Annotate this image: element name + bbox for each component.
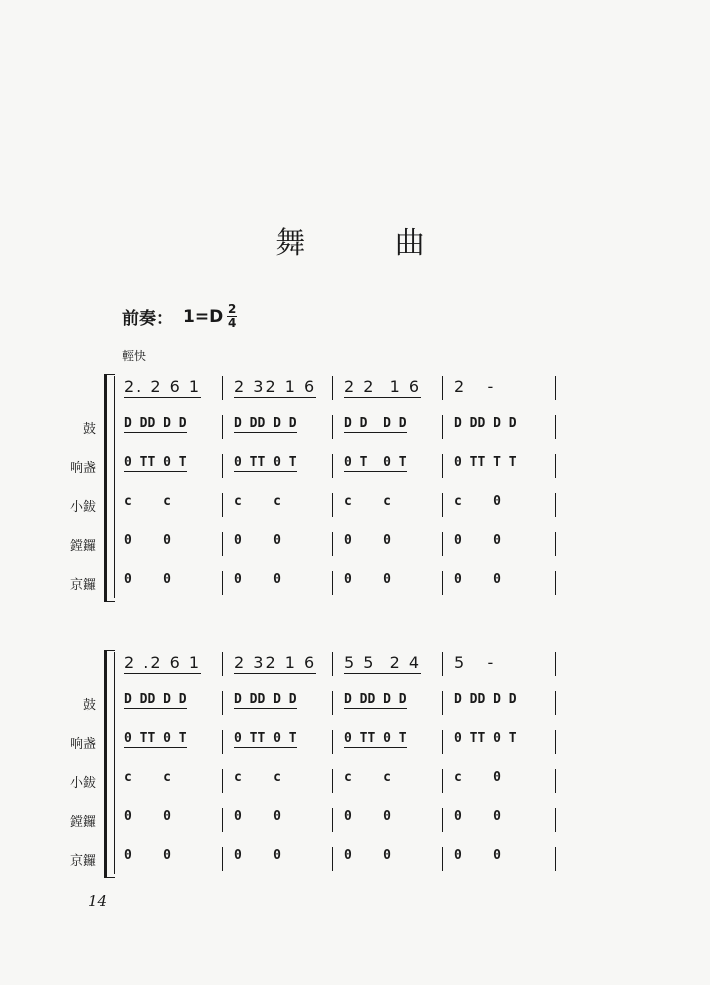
instrument-label: 鏜鑼 [69, 815, 96, 830]
instrument-label: 京鑼 [69, 578, 96, 593]
rhythm-measure: 0 0 [124, 809, 171, 824]
barline [332, 493, 333, 517]
melody-measure: 2 2 1 6 [344, 377, 422, 396]
melody-measure: 2 32 1 6 [234, 377, 317, 396]
barline [442, 415, 443, 439]
barline [222, 493, 223, 517]
time-signature [227, 304, 237, 329]
barline [555, 730, 556, 754]
instrument-row [0, 450, 710, 480]
barline [332, 769, 333, 793]
instrument-row [0, 528, 710, 558]
melody-measure: 2. 2 6 1 [124, 377, 202, 396]
melody-measure: 5 5 2 4 [344, 653, 422, 672]
instrument-row [0, 489, 710, 519]
barline [555, 652, 556, 676]
barline [222, 808, 223, 832]
rhythm-measure: D DD D D [344, 692, 407, 707]
barline [555, 454, 556, 478]
rhythm-measure: c c [124, 770, 171, 785]
rhythm-measure: D DD D D [454, 416, 517, 431]
barline [555, 571, 556, 595]
rhythm-measure: 0 0 [454, 848, 501, 863]
barline [222, 847, 223, 871]
barline [555, 415, 556, 439]
barline [555, 691, 556, 715]
rhythm-measure: c c [344, 770, 391, 785]
rhythm-measure: 0 0 [124, 572, 171, 587]
barline [555, 847, 556, 871]
rhythm-measure: 0 0 [344, 848, 391, 863]
instrument-label: 响盏 [69, 737, 96, 752]
rhythm-measure: 0 0 [344, 572, 391, 587]
rhythm-measure: 0 0 [234, 848, 281, 863]
instrument-label: 京鑼 [69, 854, 96, 869]
barline [222, 730, 223, 754]
rhythm-measure: 0 TT 0 T [344, 731, 407, 746]
key-signature: 1=D [183, 306, 224, 327]
rhythm-measure: 0 TT 0 T [454, 731, 517, 746]
rhythm-measure: D DD D D [234, 692, 297, 707]
rhythm-measure: 0 TT 0 T [234, 731, 297, 746]
rhythm-measure: D DD D D [124, 416, 187, 431]
rhythm-measure: 0 0 [234, 809, 281, 824]
instrument-row [0, 843, 710, 873]
barline [332, 691, 333, 715]
time-signature-top: 2 [228, 302, 237, 316]
rhythm-measure: 0 0 [234, 572, 281, 587]
rhythm-measure: 0 TT T T [454, 455, 517, 470]
barline [332, 415, 333, 439]
barline [442, 532, 443, 556]
rhythm-measure: 0 0 [344, 809, 391, 824]
barline [555, 376, 556, 400]
barline [222, 571, 223, 595]
instrument-row [0, 411, 710, 441]
rhythm-measure: 0 TT 0 T [124, 455, 187, 470]
barline [332, 571, 333, 595]
barline [332, 847, 333, 871]
rhythm-measure: 0 TT 0 T [124, 731, 187, 746]
barline [442, 376, 443, 400]
rhythm-measure: c c [234, 494, 281, 509]
barline [555, 532, 556, 556]
rhythm-measure: D D D D [344, 416, 407, 431]
instrument-label: 鼓 [82, 422, 96, 437]
rhythm-measure: 0 0 [124, 533, 171, 548]
barline [222, 415, 223, 439]
instrument-row [0, 726, 710, 756]
rhythm-measure: 0 0 [454, 572, 501, 587]
rhythm-measure: c 0 [454, 494, 501, 509]
barline [222, 691, 223, 715]
rhythm-measure: D DD D D [124, 692, 187, 707]
melody-row [0, 372, 710, 402]
barline [332, 532, 333, 556]
instrument-label: 鏜鑼 [69, 539, 96, 554]
barline [442, 847, 443, 871]
rhythm-measure: D DD D D [454, 692, 517, 707]
prelude-label: 前奏： [122, 309, 173, 329]
rhythm-measure: 0 TT 0 T [234, 455, 297, 470]
barline [332, 376, 333, 400]
page-number: 14 [88, 892, 108, 910]
rhythm-measure: c c [124, 494, 171, 509]
instrument-row [0, 804, 710, 834]
instrument-label: 小鈸 [69, 776, 96, 791]
tempo-marking: 輕快 [122, 349, 147, 363]
barline [442, 652, 443, 676]
page-title: 舞 曲 [275, 226, 465, 261]
rhythm-measure: 0 T 0 T [344, 455, 407, 470]
barline [555, 493, 556, 517]
rhythm-measure: 0 0 [454, 809, 501, 824]
rhythm-measure: 0 0 [124, 848, 171, 863]
barline [442, 454, 443, 478]
barline [442, 571, 443, 595]
time-signature-bottom: 4 [228, 316, 237, 330]
barline [222, 652, 223, 676]
instrument-label: 响盏 [69, 461, 96, 476]
instrument-row [0, 765, 710, 795]
barline [332, 730, 333, 754]
melody-measure: 5 - [454, 653, 496, 672]
barline [222, 769, 223, 793]
rhythm-measure: c c [344, 494, 391, 509]
barline [555, 769, 556, 793]
rhythm-measure: D DD D D [234, 416, 297, 431]
barline [555, 808, 556, 832]
rhythm-measure: 0 0 [344, 533, 391, 548]
melody-measure: 2 - [454, 377, 496, 396]
barline [332, 652, 333, 676]
barline [222, 376, 223, 400]
instrument-row [0, 687, 710, 717]
barline [332, 454, 333, 478]
melody-measure: 2 .2 6 1 [124, 653, 202, 672]
barline [442, 730, 443, 754]
rhythm-measure: c c [234, 770, 281, 785]
melody-measure: 2 32 1 6 [234, 653, 317, 672]
rhythm-measure: 0 0 [454, 533, 501, 548]
barline [442, 808, 443, 832]
instrument-label: 小鈸 [69, 500, 96, 515]
barline [442, 493, 443, 517]
barline [222, 454, 223, 478]
prelude-heading [122, 304, 237, 329]
melody-row [0, 648, 710, 678]
barline [332, 808, 333, 832]
rhythm-measure: c 0 [454, 770, 501, 785]
barline [442, 691, 443, 715]
instrument-label: 鼓 [82, 698, 96, 713]
rhythm-measure: 0 0 [234, 533, 281, 548]
instrument-row [0, 567, 710, 597]
barline [442, 769, 443, 793]
barline [222, 532, 223, 556]
